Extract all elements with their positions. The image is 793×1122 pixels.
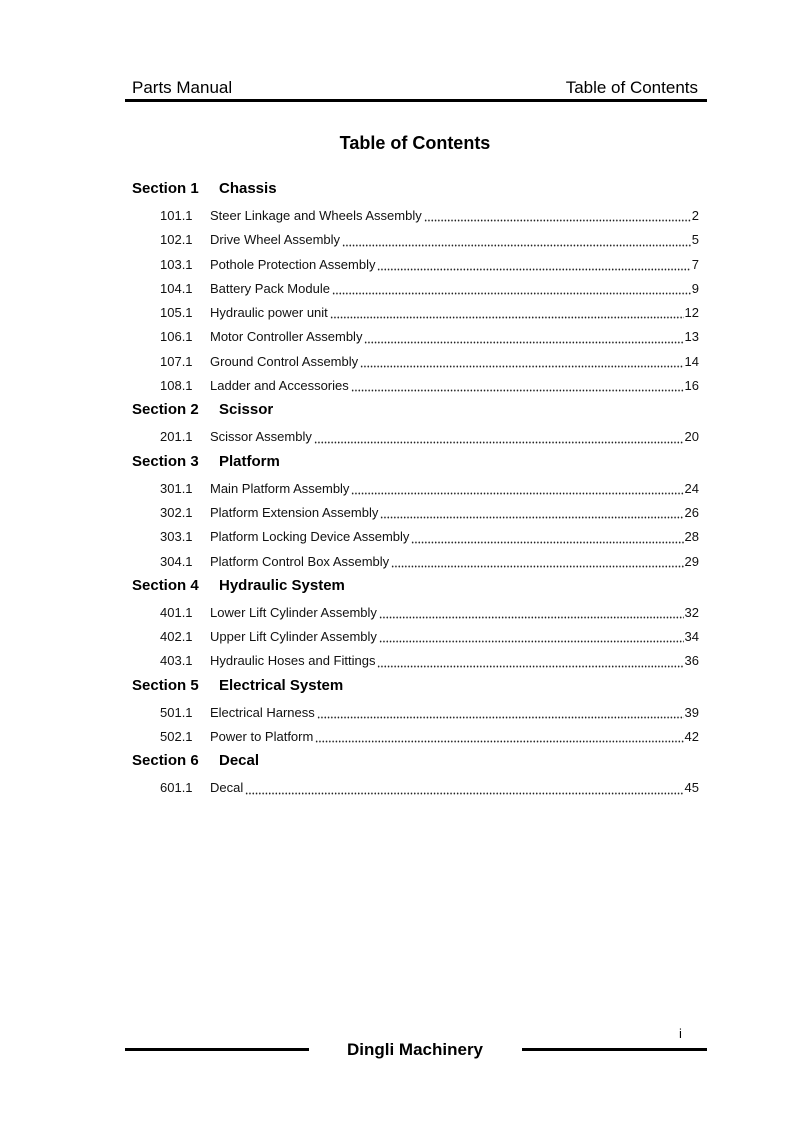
- entry-number: 301.1: [160, 480, 193, 496]
- toc-entry[interactable]: [132, 277, 699, 301]
- entry-number: 102.1: [160, 232, 193, 248]
- dot-leader: [315, 740, 683, 743]
- section-name: Scissor: [219, 401, 274, 419]
- entry-page-number: 12: [684, 305, 699, 321]
- section-name: Electrical System: [219, 676, 344, 694]
- entry-number: 103.1: [160, 256, 193, 272]
- entry-page-number: 32: [684, 604, 699, 620]
- dot-leader: [377, 268, 690, 271]
- toc-entry[interactable]: [132, 649, 699, 673]
- entry-title: Hydraulic power unit: [210, 305, 328, 321]
- section-label: Section 5: [132, 676, 199, 694]
- toc-entry[interactable]: [132, 228, 699, 252]
- entry-title: Power to Platform: [210, 729, 314, 745]
- entry-title: Decal: [210, 780, 244, 796]
- entry-number: 501.1: [160, 704, 193, 720]
- toc-entry[interactable]: [132, 525, 699, 549]
- entry-title: Steer Linkage and Wheels Assembly: [210, 208, 422, 223]
- footer-divider-right: [522, 1048, 707, 1051]
- toc-section: [132, 749, 699, 800]
- entry-title: Upper Lift Cylinder Assembly: [210, 629, 377, 645]
- toc-entry[interactable]: [132, 204, 699, 228]
- section-label: Section 1: [132, 180, 199, 197]
- entry-page-number: 42: [684, 729, 699, 745]
- entry-number: 105.1: [160, 305, 193, 321]
- section-heading: [132, 674, 699, 698]
- dot-leader: [379, 616, 684, 619]
- entry-title: Battery Pack Module: [210, 280, 330, 296]
- entry-number: 101.1: [160, 208, 193, 223]
- entry-page-number: 14: [684, 353, 699, 369]
- toc-entry[interactable]: [132, 625, 699, 649]
- dot-leader: [317, 716, 684, 719]
- entry-page-number: 36: [684, 653, 699, 669]
- entry-page-number: 45: [684, 780, 699, 796]
- entry-page-number: 16: [684, 378, 699, 394]
- section-name: Platform: [219, 452, 280, 470]
- entry-title: Ground Control Assembly: [210, 353, 359, 369]
- toc-entry[interactable]: [132, 776, 699, 800]
- toc-entry[interactable]: [132, 601, 699, 625]
- section-name: Chassis: [219, 180, 277, 197]
- toc-entry[interactable]: [132, 350, 699, 374]
- toc-entry[interactable]: [132, 501, 699, 525]
- page-title: Table of Contents: [339, 133, 491, 153]
- dot-leader: [351, 492, 683, 495]
- toc-section: [132, 674, 699, 750]
- entry-page-number: 26: [684, 504, 699, 520]
- entry-number: 304.1: [160, 553, 193, 569]
- dot-leader: [314, 441, 684, 444]
- running-header-left: Parts Manual: [132, 78, 233, 97]
- toc-entry[interactable]: [132, 725, 699, 749]
- toc-entry[interactable]: [132, 374, 699, 398]
- entry-title: Platform Extension Assembly: [210, 504, 379, 520]
- entry-title: Electrical Harness: [210, 704, 315, 720]
- entry-title: Ladder and Accessories: [210, 378, 349, 394]
- toc-entry[interactable]: [132, 425, 699, 449]
- entry-title: Hydraulic Hoses and Fittings: [210, 653, 376, 669]
- entry-title: Pothole Protection Assembly: [210, 256, 376, 272]
- entry-page-number: 29: [684, 553, 699, 569]
- dot-leader: [351, 389, 684, 392]
- dot-leader: [332, 292, 691, 295]
- entry-page-number: 34: [684, 629, 699, 645]
- entry-page-number: 39: [684, 704, 699, 720]
- section-label: Section 2: [132, 401, 199, 419]
- dot-leader: [377, 665, 683, 668]
- toc-section: [132, 574, 699, 674]
- dot-leader: [391, 565, 683, 568]
- entry-title: Platform Control Box Assembly: [210, 553, 390, 569]
- section-heading: [132, 398, 699, 422]
- entry-number: 302.1: [160, 504, 193, 520]
- entry-title: Lower Lift Cylinder Assembly: [210, 604, 377, 620]
- footer-company-name: Dingli Machinery: [346, 1040, 484, 1059]
- dot-leader: [379, 640, 684, 643]
- entry-number: 502.1: [160, 729, 193, 745]
- toc-entry[interactable]: [132, 301, 699, 325]
- running-header-right: Table of Contents: [565, 78, 698, 97]
- entry-number: 201.1: [160, 429, 193, 445]
- section-label: Section 6: [132, 752, 199, 770]
- section-heading: [132, 177, 699, 201]
- toc-section: [132, 398, 699, 449]
- entry-title: Motor Controller Assembly: [210, 329, 363, 345]
- entry-number: 401.1: [160, 604, 193, 620]
- entry-number: 104.1: [160, 280, 193, 296]
- entry-page-number: 7: [691, 256, 699, 272]
- section-label: Section 4: [132, 576, 199, 594]
- header-divider: [125, 99, 707, 102]
- toc-entry[interactable]: [132, 325, 699, 349]
- toc-section: [132, 450, 699, 574]
- entry-number: 108.1: [160, 378, 193, 394]
- entry-page-number: 28: [684, 529, 699, 545]
- entry-page-number: 24: [684, 480, 699, 496]
- section-name: Decal: [219, 752, 260, 770]
- dot-leader: [342, 244, 691, 247]
- toc-section: [132, 177, 699, 398]
- toc-entry[interactable]: [132, 477, 699, 501]
- entry-page-number: 9: [691, 280, 699, 296]
- dot-leader: [245, 792, 683, 795]
- entry-number: 403.1: [160, 653, 193, 669]
- toc-entry[interactable]: [132, 550, 699, 574]
- dot-leader: [364, 341, 683, 344]
- entry-page-number: 5: [691, 232, 699, 248]
- dot-leader: [411, 541, 683, 544]
- section-heading: [132, 574, 699, 598]
- section-name: Hydraulic System: [219, 576, 345, 594]
- entry-title: Scissor Assembly: [210, 429, 312, 445]
- entry-number: 402.1: [160, 629, 193, 645]
- entry-number: 601.1: [160, 780, 193, 796]
- page-number: i: [679, 1026, 682, 1041]
- toc: [132, 177, 699, 801]
- dot-leader: [360, 365, 683, 368]
- section-heading: [132, 749, 699, 773]
- entry-page-number: 2: [691, 208, 699, 223]
- toc-entry[interactable]: [132, 253, 699, 277]
- section-label: Section 3: [132, 452, 199, 470]
- dot-leader: [380, 516, 683, 519]
- entry-number: 106.1: [160, 329, 193, 345]
- entry-page-number: 20: [684, 429, 699, 445]
- entry-number: 303.1: [160, 529, 193, 545]
- section-heading: [132, 450, 699, 474]
- entry-title: Main Platform Assembly: [210, 480, 350, 496]
- entry-title: Drive Wheel Assembly: [210, 232, 341, 248]
- dot-leader: [424, 219, 691, 222]
- toc-entry[interactable]: [132, 701, 699, 725]
- dot-leader: [330, 316, 684, 319]
- entry-title: Platform Locking Device Assembly: [210, 529, 410, 545]
- entry-page-number: 13: [684, 329, 699, 345]
- entry-number: 107.1: [160, 353, 193, 369]
